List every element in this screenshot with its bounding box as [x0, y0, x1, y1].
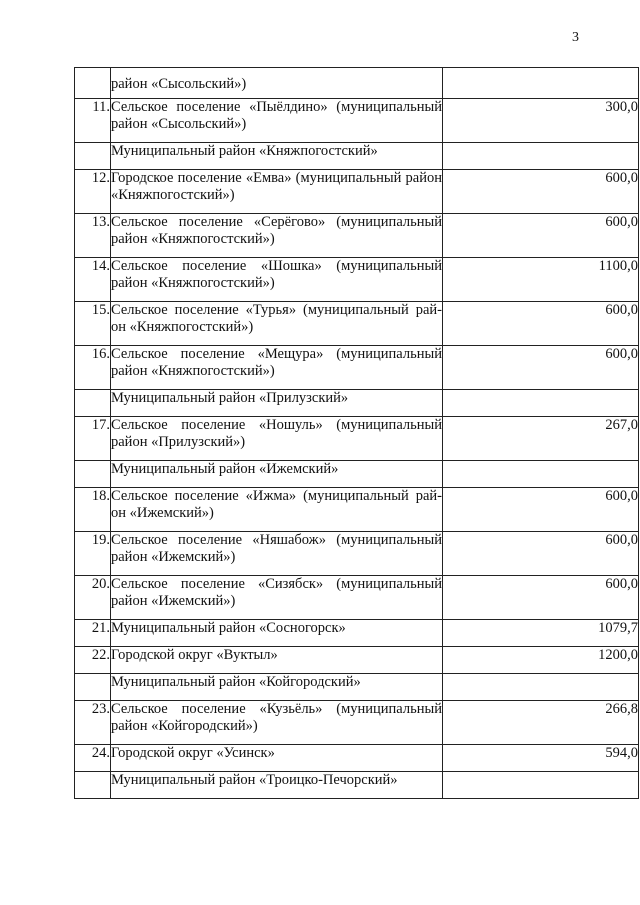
row-name: Сельское поселение «Ношуль» (муниципальный район «Прилузский»)	[111, 417, 443, 461]
table-row	[75, 302, 639, 346]
row-amount	[443, 461, 639, 488]
row-number: 15.	[75, 302, 111, 346]
row-amount: 600,0	[443, 214, 639, 258]
row-name: Сельское поселение «Кузьёль» (муниципальный район «Койгородский»)	[111, 701, 443, 745]
row-amount: 267,0	[443, 417, 639, 461]
table-row	[75, 576, 639, 620]
row-amount: 266,8	[443, 701, 639, 745]
row-amount: 600,0	[443, 576, 639, 620]
row-number	[75, 390, 111, 417]
row-name: Сельское поселение «Серёгово» (муниципальный район «Княжпогостский»)	[111, 214, 443, 258]
row-number	[75, 68, 111, 99]
row-amount: 600,0	[443, 532, 639, 576]
row-number: 18.	[75, 488, 111, 532]
row-name: Муниципальный район «Сосногорск»	[111, 620, 443, 647]
row-amount: 600,0	[443, 346, 639, 390]
row-amount: 1100,0	[443, 258, 639, 302]
row-amount: 600,0	[443, 170, 639, 214]
row-amount: 600,0	[443, 302, 639, 346]
table-row	[75, 674, 639, 701]
row-name: Городской округ «Усинск»	[111, 745, 443, 772]
row-name: район «Сысольский»)	[111, 68, 443, 99]
row-number: 20.	[75, 576, 111, 620]
row-amount: 600,0	[443, 488, 639, 532]
row-amount: 1200,0	[443, 647, 639, 674]
row-number	[75, 772, 111, 799]
row-number: 16.	[75, 346, 111, 390]
table-row	[75, 390, 639, 417]
row-amount	[443, 390, 639, 417]
table-row	[75, 417, 639, 461]
row-name: Сельское поселение «Ижма» (муниципальный рай-он «Ижемский»)	[111, 488, 443, 532]
row-amount: 300,0	[443, 99, 639, 143]
row-number: 13.	[75, 214, 111, 258]
table-row	[75, 214, 639, 258]
row-name: Сельское поселение «Пыёлдино» (муниципальный район «Сысольский»)	[111, 99, 443, 143]
table-row	[75, 701, 639, 745]
table-row	[75, 461, 639, 488]
row-name: Муниципальный район «Троицко-Печорский»	[111, 772, 443, 799]
table-row	[75, 258, 639, 302]
row-name: Муниципальный район «Ижемский»	[111, 461, 443, 488]
row-name: Городской округ «Вуктыл»	[111, 647, 443, 674]
row-number: 24.	[75, 745, 111, 772]
row-amount	[443, 68, 639, 99]
row-number: 14.	[75, 258, 111, 302]
table-row	[75, 99, 639, 143]
table-row	[75, 488, 639, 532]
row-amount	[443, 772, 639, 799]
row-number: 19.	[75, 532, 111, 576]
row-name: Сельское поселение «Сизябск» (муниципальный район «Ижемский»)	[111, 576, 443, 620]
row-number: 22.	[75, 647, 111, 674]
table-row	[75, 68, 639, 99]
row-number	[75, 674, 111, 701]
table-row	[75, 647, 639, 674]
row-name: Сельское поселение «Шошка» (муниципальный район «Княжпогостский»)	[111, 258, 443, 302]
row-number	[75, 143, 111, 170]
row-number: 23.	[75, 701, 111, 745]
table-row	[75, 532, 639, 576]
row-name: Муниципальный район «Койгородский»	[111, 674, 443, 701]
row-name: Городское поселение «Емва» (муниципальный район «Княжпогостский»)	[111, 170, 443, 214]
table-row	[75, 346, 639, 390]
row-name: Сельское поселение «Няшабож» (муниципальный район «Ижемский»)	[111, 532, 443, 576]
row-number: 21.	[75, 620, 111, 647]
row-amount: 594,0	[443, 745, 639, 772]
row-number: 12.	[75, 170, 111, 214]
table-row	[75, 620, 639, 647]
allocation-table	[74, 67, 639, 799]
row-number: 17.	[75, 417, 111, 461]
table-row	[75, 772, 639, 799]
row-name: Муниципальный район «Княжпогостский»	[111, 143, 443, 170]
table-row	[75, 745, 639, 772]
row-amount	[443, 674, 639, 701]
row-amount: 1079,7	[443, 620, 639, 647]
table-row	[75, 143, 639, 170]
row-number: 11.	[75, 99, 111, 143]
page-number: 3	[572, 30, 579, 45]
row-number	[75, 461, 111, 488]
row-name: Сельское поселение «Мещура» (муниципальный район «Княжпогостский»)	[111, 346, 443, 390]
row-amount	[443, 143, 639, 170]
table-row	[75, 170, 639, 214]
row-name: Муниципальный район «Прилузский»	[111, 390, 443, 417]
row-name: Сельское поселение «Турья» (муниципальный рай-он «Княжпогостский»)	[111, 302, 443, 346]
